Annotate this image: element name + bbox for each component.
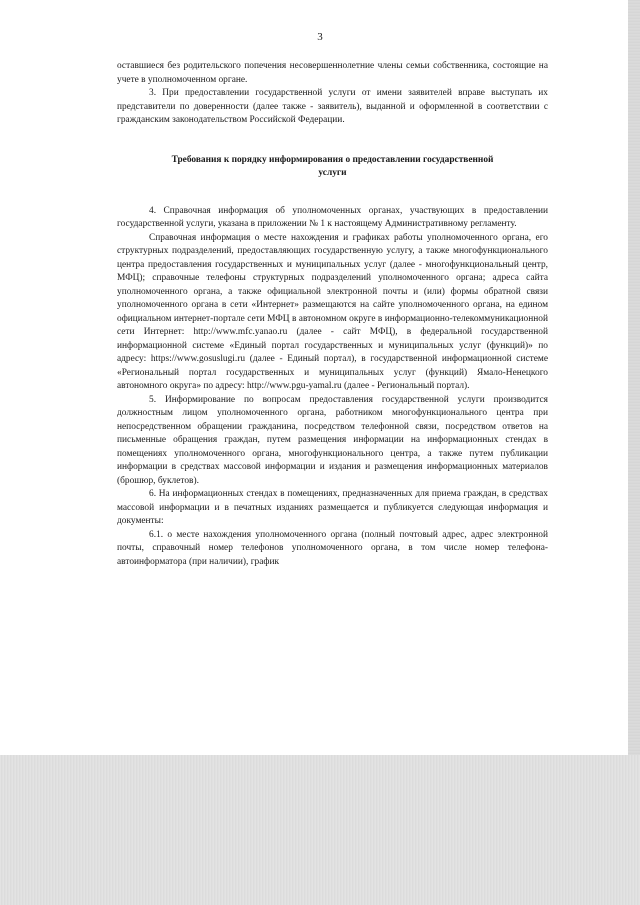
paragraph-6: 6. На информационных стендах в помещениях, предназначенных для приема граждан, в средствах массовой информации и в печатных изданиях размещается и публикуется следующая информация и документы: (117, 489, 548, 526)
paragraph-5: 5. Информирование по вопросам предоставления государственной услуги производится должностным лицом уполномоченного органа, работником многофункционального центра при непосредственном обращении гражданина, посредством телефонной связи, посредством ответов на письменные обращения граждан, путем размещения информации на информационных стендах в помещениях уполномоченного органа, многофункционального центра, а также путем публикации информации в средствах массовой информации и издания и размещения информационных материалов (брошюр, буклетов). (117, 394, 548, 486)
paragraph-3: 3. При предоставлении государственной услуги от имени заявителей вправе выступать их представители по доверенности (далее также - заявитель), выданной и оформленной в соответствии с гражданским законодательством Российской Федерации. (117, 88, 548, 125)
document-body (117, 60, 548, 569)
scan-edge-bottom (0, 755, 640, 905)
paragraph-continuation: оставшиеся без родительского попечения несовершеннолетние члены семьи собственника, состоящие на учете в уполномоченном органе. (117, 61, 548, 85)
paragraph-4: 4. Справочная информация об уполномоченных органах, участвующих в предоставлении государственной услуги, указана в приложении № 1 к настоящему Административному регламенту. (117, 205, 548, 229)
paragraph-6-1: 6.1. о месте нахождения уполномоченного органа (полный почтовый адрес, адрес электронной почты, справочный номер телефонов уполномоченного органа, в том числе номер телефона-автоинформатора (при наличии), график (117, 529, 548, 567)
page-number: 3 (317, 31, 323, 43)
section-heading: Требования к порядку информирования о предоставлении государственной услуги (171, 154, 494, 178)
paragraph-4-reference-info: Справочная информация о месте нахождения и графиках работы уполномоченного органа, его структурных подразделений, предоставляющих государственную услугу, а также многофункционального центра предоставления государственных и муниципальных услуг (далее - многофункциональный центр, МФЦ); справочные телефоны структурных подразделений уполномоченного органа; адреса сайта уполномоченного органа, а также официальной электронной почты и (или) формы обратной связи уполномоченного органа в сети «Интернет» размещаются на сайте уполномоченного органа, на едином официальном интернет-портале сети МФЦ в автономном округе в информационно-телекоммуникационной сети Интернет: http://www.mfc.yanao.ru (далее - сайт МФЦ), в федеральной государственной информационной системе «Единый портал государственных и муниципальных услуг (функций)» по адресу: https://www.gosuslugi.ru (далее - Единый портал), в государственной информационной системе «Региональный портал государственных и муниципальных услуг (функций) Ямало-Ненецкого автономного округа» по адресу: http://www.pgu-yamal.ru (далее - Региональный портал). (117, 232, 548, 391)
